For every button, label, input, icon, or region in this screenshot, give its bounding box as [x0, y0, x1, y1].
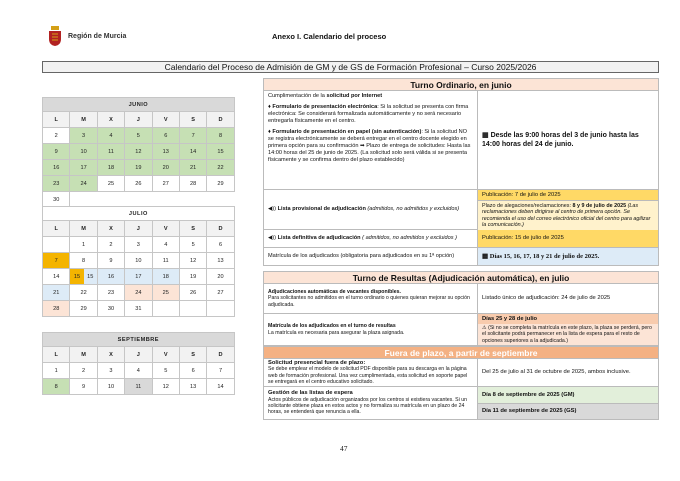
weekday-header: L: [43, 221, 70, 237]
presencial-fecha: Del 25 de julio al 31 de octubre de 2025, ambos inclusive.: [482, 369, 631, 375]
text: (Si no se completa la matrícula en este plazo, la plaza se perderá, pero el solicitante podrá permanecer en la lista de espera para el resto de opciones superiores a la adjudicada.): [482, 325, 652, 344]
day-cell: 24: [70, 176, 97, 192]
region-murcia-logo: [48, 26, 62, 46]
matricula-dias: [478, 248, 658, 265]
bullet-icon: ♦: [268, 129, 273, 135]
weekday-header: J: [125, 347, 152, 363]
provisional-description: [264, 190, 478, 229]
day-cell: 2: [70, 363, 97, 379]
calendar-july: [42, 206, 235, 317]
matricula-resultas-description: [264, 314, 478, 345]
weekday-header: M: [70, 112, 97, 128]
text: Gestión de las listas de espera: [268, 390, 353, 397]
day-cell: 13: [152, 144, 179, 160]
day-cell: 12: [125, 144, 152, 160]
day-cell: 7: [43, 253, 70, 269]
day-cell: 6: [207, 237, 234, 253]
day-cell: 1: [43, 363, 70, 379]
day-cell: 25: [152, 285, 179, 301]
matricula-description: Matrícula de los adjudicados (obligatoria para adjudicados en su 1ª opción): [264, 248, 478, 265]
solicitud-plazo: [478, 91, 658, 189]
section-title-ordinario: Turno Ordinario, en junio: [263, 78, 659, 91]
weekday-header: S: [179, 347, 206, 363]
day-cell: 1: [70, 237, 97, 253]
text: : Si la solicitud NO se registra electrónicamente se deberá entregar en el centro docente elegido en primera opción para su confirmación ➡ Plazo de entrega de solicitudes: Hasta las 14:00 horas del 25 de junio de 2025. (La solicitud solo será válida si se presenta físicamente y se confirma dentro del plazo establecido): [268, 129, 471, 163]
day-cell: 9: [70, 379, 97, 395]
definitiva-description: [264, 230, 478, 247]
day-cell: [207, 301, 234, 317]
espera-dates: [478, 387, 658, 419]
weekday-header: D: [207, 112, 234, 128]
day-cell: 24: [125, 285, 152, 301]
page-title: Calendario del Proceso de Admisión de GM y de GS de Formación Profesional – Curso 2025/2026: [42, 61, 659, 73]
day-cell: 18: [152, 269, 179, 285]
provisional-publication: Publicación: 7 de julio de 2025: [478, 190, 658, 201]
weekday-header: D: [207, 221, 234, 237]
day-cell: 30: [97, 301, 124, 317]
day-cell: 8: [207, 128, 234, 144]
day-cell: 13: [207, 253, 234, 269]
day-cell: 11: [97, 144, 124, 160]
day-cell: 27: [207, 285, 234, 301]
calendar-september: [42, 332, 235, 395]
text: Solicitud presencial fuera de plazo:: [268, 359, 366, 366]
text: Formulario de presentación en papel (sin autenticación): [272, 129, 422, 135]
day-cell: 6: [179, 363, 206, 379]
month-title: JUNIO: [43, 98, 235, 112]
presencial-description: [264, 359, 478, 386]
espera-description: [264, 387, 478, 419]
text: : Si la solicitud se presenta con firma electrónica: Se considerará formalizada automáticamente y no será necesario entregarla físicamente en el centro.: [268, 104, 469, 124]
day-cell: 12: [179, 253, 206, 269]
process-schedule-panel: [263, 78, 659, 420]
adjudicaciones-row: [263, 284, 659, 314]
text: ( admitidos, no admitidos y excluidos ): [360, 235, 457, 241]
weekday-header: V: [152, 221, 179, 237]
definitiva-publication: Publicación: 15 de julio de 2025: [478, 230, 658, 247]
adjudicaciones-fecha: Listado único de adjudicación: 24 de julio de 2025: [482, 295, 611, 301]
day-cell: [179, 301, 206, 317]
text: Plazo de alegaciones/reclamaciones:: [482, 203, 573, 209]
matricula-ordinario-row: [263, 248, 659, 266]
day-cell: 7: [207, 363, 234, 379]
weekday-header: J: [125, 221, 152, 237]
text: Matrícula de los adjudicados en el turno de resultas: [268, 323, 396, 330]
day-cell: 2: [43, 128, 70, 144]
text: Para solicitantes no admitidos en el turno ordinario o quienes quieran mejorar su opción adjudicada.: [268, 295, 470, 308]
presencial-row: [263, 359, 659, 387]
day-cell: 31: [125, 301, 152, 317]
calendar-icon: ▦: [482, 132, 491, 139]
day-cell: 14: [207, 379, 234, 395]
text: La matrícula es necesaria para asegurar la plaza asignada.: [268, 329, 405, 336]
month-title: JULIO: [43, 207, 235, 221]
weekday-header: X: [97, 221, 124, 237]
warning-icon: ⚠: [482, 325, 489, 331]
day-cell: 21: [179, 160, 206, 176]
day-cell: 17: [125, 269, 152, 285]
solicitud-description: [264, 91, 478, 189]
day-cell: 12: [152, 379, 179, 395]
day-cell: 10: [97, 379, 124, 395]
day-cell: 20: [152, 160, 179, 176]
brand-name: Región de Murcia: [68, 33, 127, 40]
day-cell-half: 15: [70, 269, 83, 284]
calendar-icon: ▦: [482, 253, 490, 260]
day-cell: 16: [43, 160, 70, 176]
day-cell: 8: [70, 253, 97, 269]
definitiva-row: [263, 230, 659, 248]
text: 8 y 9 de julio de 2025: [572, 203, 627, 209]
day-cell: [152, 301, 179, 317]
text: Desde las 9:00 horas del 3 de junio hasta las 14:00 horas del 24 de junio.: [482, 132, 639, 148]
day-cell: 28: [179, 176, 206, 192]
weekday-header: S: [179, 221, 206, 237]
day-cell: 5: [179, 237, 206, 253]
text: Adjudicaciones automáticas de vacantes disponibles.: [268, 289, 401, 296]
text: Actos públicos de adjudicación organizados por los centros si existiera vacantes. Si un solicitante obtiene plaza en estos actos y no formaliza su matrícula en un plazo de 24 horas, se entenderá que renuncia a ella.: [268, 396, 467, 416]
day-cell: 9: [97, 253, 124, 269]
weekday-header: V: [152, 347, 179, 363]
day-cell: 10: [125, 253, 152, 269]
reclamaciones-plazo: [478, 201, 658, 230]
matricula-resultas-dates: [478, 314, 658, 345]
day-cell: 13: [179, 379, 206, 395]
day-cell: 6: [152, 128, 179, 144]
day-cell: 16: [97, 269, 124, 285]
day-cell: 26: [125, 176, 152, 192]
annex-title: Anexo I. Calendario del proceso: [272, 32, 387, 41]
day-cell: 19: [125, 160, 152, 176]
solicitud-row: [263, 91, 659, 190]
text: (Las reclamaciones deben dirigirse al centro de primera opción. Se recomienda el uso del correo electrónico oficial del centro para agilizar la comunicación.): [482, 203, 651, 228]
megaphone-icon: ◀)): [268, 235, 278, 241]
day-cell: 11: [125, 379, 152, 395]
day-cell: 25: [97, 176, 124, 192]
provisional-row: [263, 190, 659, 230]
text: Lista provisional de adjudicación: [277, 206, 366, 212]
day-cell: 5: [125, 128, 152, 144]
day-cell-split: [70, 269, 97, 285]
day-cell: 22: [207, 160, 234, 176]
espera-gm: Día 8 de septiembre de 2025 (GM): [478, 387, 658, 404]
day-cell: 4: [152, 237, 179, 253]
day-cell: [43, 237, 70, 253]
day-cell-half: 15: [84, 269, 97, 284]
day-cell: 3: [97, 363, 124, 379]
day-cell: 11: [152, 253, 179, 269]
weekday-header: L: [43, 347, 70, 363]
day-cell: 29: [70, 301, 97, 317]
weekday-header: X: [97, 347, 124, 363]
espera-gs: Día 11 de septiembre de 2025 (GS): [478, 404, 658, 420]
text: Cumplimentación de la: [268, 93, 327, 99]
day-cell: 5: [152, 363, 179, 379]
day-cell: 14: [43, 269, 70, 285]
calendar-june: [42, 97, 235, 208]
day-cell: 17: [70, 160, 97, 176]
text: (admitidos, no admitidos y excluidos): [365, 206, 460, 212]
megaphone-icon: ◀)): [268, 206, 278, 212]
weekday-header: S: [179, 112, 206, 128]
day-cell: 2: [97, 237, 124, 253]
day-cell: 27: [152, 176, 179, 192]
day-cell: 8: [43, 379, 70, 395]
weekday-header: X: [97, 112, 124, 128]
day-cell: 23: [97, 285, 124, 301]
day-cell: 9: [43, 144, 70, 160]
espera-row: [263, 387, 659, 420]
page-number: 47: [340, 444, 348, 453]
bullet-icon: ♦: [268, 104, 273, 110]
weekday-header: L: [43, 112, 70, 128]
weekday-header: V: [152, 112, 179, 128]
day-cell: 4: [97, 128, 124, 144]
day-cell: 30: [43, 192, 70, 208]
weekday-header: D: [207, 347, 234, 363]
provisional-dates: [478, 190, 658, 229]
day-cell: 26: [179, 285, 206, 301]
day-cell: 15: [207, 144, 234, 160]
weekday-header: J: [125, 112, 152, 128]
text: Lista definitiva de adjudicación: [277, 235, 361, 241]
day-cell: 14: [179, 144, 206, 160]
day-cell: 19: [179, 269, 206, 285]
day-cell: 3: [125, 237, 152, 253]
day-cell: 29: [207, 176, 234, 192]
month-title: SEPTIEMBRE: [43, 333, 235, 347]
section-title-resultas: Turno de Resultas (Adjudicación automática), en julio: [263, 271, 659, 284]
day-cell: 28: [43, 301, 70, 317]
day-cell: 23: [43, 176, 70, 192]
day-cell: 21: [43, 285, 70, 301]
section-title-fuera: Fuera de plazo, a partir de septiembre: [263, 346, 659, 359]
text: Se debe emplear el modelo de solicitud PDF disponible para su descarga en la página web de formación profesional. Una vez cumplimentada, esta solicitud en soporte papel se entregará en el centro educativo solicitado.: [268, 366, 468, 385]
matricula-resultas-nota: [478, 324, 658, 345]
text: Formulario de presentación electrónica: [272, 104, 378, 110]
day-cell: 7: [179, 128, 206, 144]
day-cell: 20: [207, 269, 234, 285]
matricula-resultas-row: [263, 314, 659, 346]
weekday-header: M: [70, 221, 97, 237]
day-cell: 22: [70, 285, 97, 301]
day-cell: 18: [97, 160, 124, 176]
weekday-header: M: [70, 347, 97, 363]
matricula-resultas-dias: Días 25 y 28 de julio: [478, 314, 658, 324]
day-cell: 10: [70, 144, 97, 160]
day-cell: 3: [70, 128, 97, 144]
adjudicaciones-description: [264, 284, 478, 313]
text: solicitud por Internet: [326, 93, 383, 99]
text: Días 15, 16, 17, 18 y 21 de julio de 2025.: [489, 253, 600, 260]
day-cell: 4: [125, 363, 152, 379]
